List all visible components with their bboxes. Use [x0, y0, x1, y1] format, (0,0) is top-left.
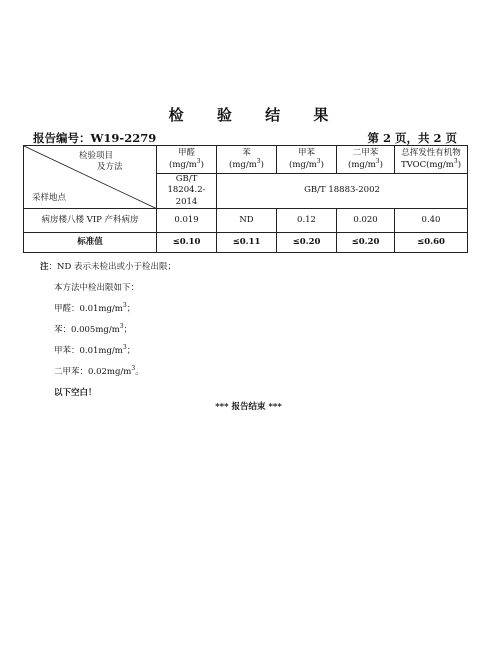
method-cell-formaldehyde: GB/T 18204.2-2014	[157, 174, 217, 209]
limit-item: 苯：$0.005mg/m^3$；	[54, 323, 133, 335]
sample-value: 0.12	[277, 209, 337, 233]
column-header-xylene: 二甲苯 $(mg/m^3)$	[337, 146, 395, 174]
standard-value: ≤0.20	[277, 233, 337, 253]
page-number: 第 2 页，共 2 页	[367, 131, 457, 145]
standard-value: ≤0.20	[337, 233, 395, 253]
standard-value: ≤0.10	[157, 233, 217, 253]
note-nd: 注：ND 表示未检出或小于检出限；	[40, 262, 176, 272]
method-cell-others: GB/T 18883-2002	[217, 174, 468, 209]
column-header-benzene: 苯 $(mg/m^3)$	[217, 146, 277, 174]
report-end: *** 报告结束 ***	[215, 402, 282, 412]
corner-item-label: 检验项目 及方法	[79, 151, 123, 173]
corner-header-cell	[24, 146, 157, 209]
limit-item: 甲苯：$0.01mg/m^3$；	[54, 344, 136, 356]
corner-site-label: 采样地点	[32, 192, 67, 203]
report-number: 报告编号：W19-2279	[33, 131, 157, 145]
standard-label: 标准值	[24, 233, 157, 253]
notes-section	[40, 257, 176, 404]
page-title: 检 验 结 果	[168, 106, 343, 124]
sample-value: 0.40	[395, 209, 468, 233]
blank-below-note: 以下空白！	[54, 388, 97, 398]
sample-value: 0.019	[157, 209, 217, 233]
table-row	[24, 209, 468, 233]
standard-value: ≤0.60	[395, 233, 468, 253]
sample-site: 病房楼八楼 VIP 产科病房	[24, 209, 157, 233]
limit-item: 二甲苯：$0.02mg/m^3$。	[54, 365, 144, 377]
standard-value: ≤0.11	[217, 233, 277, 253]
table-row	[24, 233, 468, 253]
results-table	[23, 145, 468, 253]
column-header-toluene: 甲苯 $(mg/m^3)$	[277, 146, 337, 174]
sample-value: ND	[217, 209, 277, 233]
note-limits-intro: 本方法中检出限如下：	[54, 283, 140, 293]
column-header-formaldehyde: 甲醛 $(mg/m^3)$	[157, 146, 217, 174]
sample-value: 0.020	[337, 209, 395, 233]
limit-item: 甲醛：$0.01mg/m^3$；	[54, 302, 136, 314]
column-header-tvoc: 总挥发性有机物 $TVOC(mg/m^3)$	[395, 146, 468, 174]
